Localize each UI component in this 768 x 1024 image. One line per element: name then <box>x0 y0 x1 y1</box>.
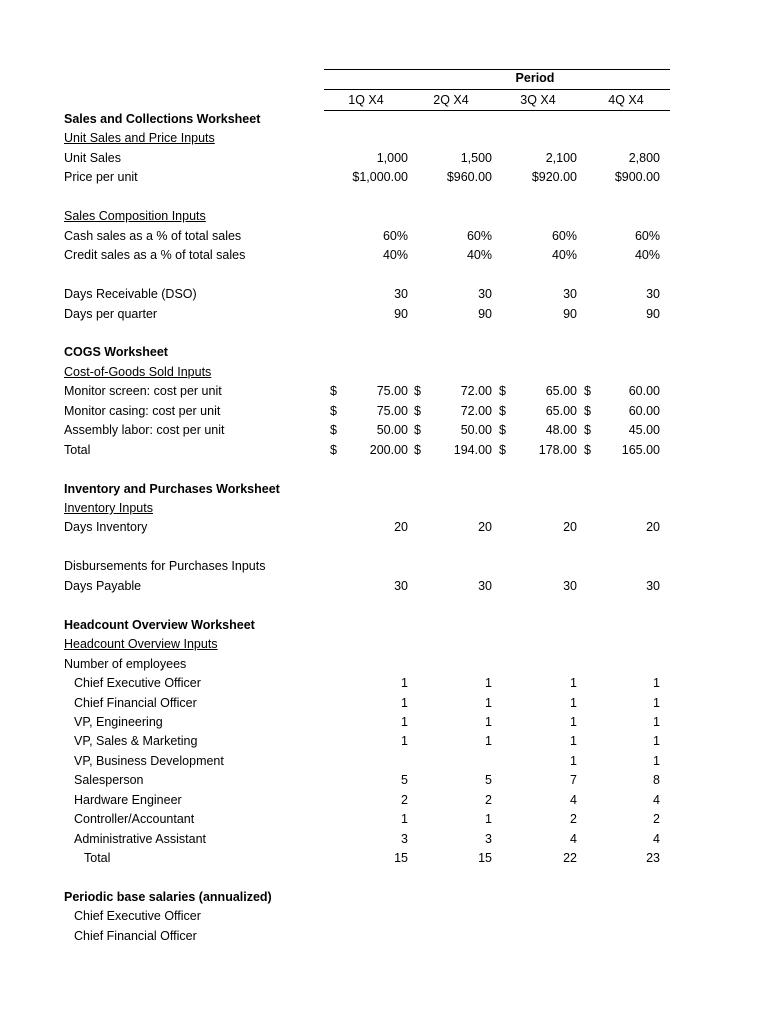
value-cell: 178.00 <box>538 442 577 457</box>
value-cell: $960.00 <box>446 170 492 185</box>
value-cell: 1 <box>570 714 577 729</box>
value-cell: 200.00 <box>369 442 408 457</box>
value-cell: 1 <box>570 676 577 691</box>
value-cell: 1,000 <box>376 150 408 165</box>
value-cell: 5 <box>485 773 492 788</box>
value-cell: 30 <box>394 287 408 302</box>
sheet-row <box>0 227 768 246</box>
value-cell: 50.00 <box>376 423 408 438</box>
value-cell: 15 <box>394 851 408 866</box>
value-cell: 40% <box>466 248 492 263</box>
row-label: Monitor casing: cost per unit <box>64 403 221 418</box>
value-cell: 194.00 <box>453 442 492 457</box>
sheet-row <box>0 246 768 265</box>
value-cell: 30 <box>394 578 408 593</box>
row-label: Total <box>84 851 111 866</box>
value-cell: 23 <box>646 851 660 866</box>
value-cell: 48.00 <box>545 423 577 438</box>
sheet-row <box>0 694 768 713</box>
row-label: Number of employees <box>64 656 187 671</box>
sheet-row <box>0 674 768 693</box>
currency-symbol: $ <box>414 423 421 438</box>
sheet-row <box>0 616 768 635</box>
value-cell: 1 <box>485 676 492 691</box>
value-cell: 90 <box>394 306 408 321</box>
value-cell: 2 <box>653 812 660 827</box>
row-label: Monitor screen: cost per unit <box>64 384 222 399</box>
sheet-row <box>0 402 768 421</box>
sheet-row <box>0 110 768 129</box>
quarter-header-1: 1Q X4 <box>348 93 384 107</box>
value-cell: 2 <box>570 812 577 827</box>
subsection-title: Cost-of-Goods Sold Inputs <box>64 364 212 379</box>
sheet-row <box>0 421 768 440</box>
value-cell: 2,800 <box>628 150 660 165</box>
value-cell: 15 <box>478 851 492 866</box>
sheet-row <box>0 888 768 907</box>
value-cell: $900.00 <box>614 170 660 185</box>
currency-symbol: $ <box>330 442 337 457</box>
value-cell: 90 <box>563 306 577 321</box>
period-header: Period <box>515 71 555 85</box>
row-label: Chief Executive Officer <box>74 676 201 691</box>
section-title: Periodic base salaries (annualized) <box>64 890 272 904</box>
currency-symbol: $ <box>330 384 337 399</box>
row-label: Controller/Accountant <box>74 812 195 827</box>
sheet-row <box>0 343 768 362</box>
value-cell: 4 <box>570 792 577 807</box>
row-label: VP, Engineering <box>74 714 163 729</box>
value-cell: 20 <box>563 520 577 535</box>
row-label: Assembly labor: cost per unit <box>64 423 225 438</box>
value-cell: 72.00 <box>460 403 492 418</box>
value-cell: 22 <box>563 851 577 866</box>
sheet-row <box>0 577 768 596</box>
value-cell: 72.00 <box>460 384 492 399</box>
value-cell: 60% <box>634 228 660 243</box>
value-cell: 90 <box>646 306 660 321</box>
currency-symbol: $ <box>584 442 591 457</box>
value-cell: 75.00 <box>376 384 408 399</box>
row-label: VP, Business Development <box>74 753 224 768</box>
value-cell: 1 <box>401 695 408 710</box>
currency-symbol: $ <box>584 384 591 399</box>
section-title: Inventory and Purchases Worksheet <box>64 481 280 496</box>
row-label: Unit Sales <box>64 150 121 165</box>
section-title: Sales and Collections Worksheet <box>64 112 261 126</box>
sheet-row <box>0 791 768 810</box>
value-cell: 30 <box>646 578 660 593</box>
value-cell: $920.00 <box>531 170 577 185</box>
blank-row <box>0 266 768 285</box>
sheet-row <box>0 129 768 148</box>
value-cell: 1 <box>653 695 660 710</box>
value-cell: 30 <box>478 287 492 302</box>
currency-symbol: $ <box>414 403 421 418</box>
row-label: Credit sales as a % of total sales <box>64 248 246 263</box>
blank-row <box>0 460 768 479</box>
sheet-row <box>0 927 768 946</box>
sheet-row <box>0 480 768 499</box>
value-cell: 30 <box>563 578 577 593</box>
sheet-row <box>0 499 768 518</box>
value-cell: 1 <box>401 714 408 729</box>
sheet-row <box>0 810 768 829</box>
sheet-row <box>0 518 768 537</box>
value-cell: 2 <box>401 792 408 807</box>
subsection-title: Headcount Overview Inputs <box>64 637 218 652</box>
quarter-header-4: 4Q X4 <box>608 93 644 107</box>
value-cell: 20 <box>394 520 408 535</box>
value-cell: 3 <box>401 831 408 846</box>
blank-row <box>0 188 768 207</box>
value-cell: 8 <box>653 773 660 788</box>
sheet-row <box>0 635 768 654</box>
currency-symbol: $ <box>499 442 506 457</box>
section-title: COGS Worksheet <box>64 345 168 360</box>
value-cell: 60.00 <box>628 403 660 418</box>
sheet-row <box>0 149 768 168</box>
sheet-row <box>0 207 768 226</box>
blank-row <box>0 324 768 343</box>
row-label: Chief Executive Officer <box>74 909 201 924</box>
currency-symbol: $ <box>414 442 421 457</box>
value-cell: 4 <box>653 831 660 846</box>
value-cell: 60% <box>551 228 577 243</box>
section-title: Headcount Overview Worksheet <box>64 617 255 632</box>
subsection-title: Unit Sales and Price Inputs <box>64 131 215 146</box>
row-label: Administrative Assistant <box>74 831 206 846</box>
sheet-row <box>0 305 768 324</box>
value-cell: 1 <box>570 753 577 768</box>
sheet-row <box>0 907 768 926</box>
value-cell: 1 <box>653 734 660 749</box>
value-cell: 30 <box>646 287 660 302</box>
value-cell: 2 <box>485 792 492 807</box>
currency-symbol: $ <box>584 423 591 438</box>
value-cell: 1,500 <box>460 150 492 165</box>
currency-symbol: $ <box>414 384 421 399</box>
value-cell: 1 <box>401 734 408 749</box>
row-label: Days Payable <box>64 578 142 593</box>
currency-symbol: $ <box>499 423 506 438</box>
subsection-title: Sales Composition Inputs <box>64 209 206 224</box>
value-cell: 1 <box>485 714 492 729</box>
row-label: Salesperson <box>74 773 144 788</box>
value-cell: 30 <box>563 287 577 302</box>
value-cell: 5 <box>401 773 408 788</box>
sheet-row <box>0 830 768 849</box>
value-cell: 1 <box>485 695 492 710</box>
currency-symbol: $ <box>584 403 591 418</box>
quarter-header-2: 2Q X4 <box>433 93 469 107</box>
currency-symbol: $ <box>499 403 506 418</box>
value-cell: 7 <box>570 773 577 788</box>
value-cell: 20 <box>646 520 660 535</box>
sheet-row <box>0 655 768 674</box>
value-cell: 1 <box>653 753 660 768</box>
value-cell: 1 <box>570 734 577 749</box>
row-label: Days Receivable (DSO) <box>64 287 197 302</box>
value-cell: 40% <box>634 248 660 263</box>
row-label: Chief Financial Officer <box>74 928 197 943</box>
value-cell: 1 <box>485 812 492 827</box>
row-label: Hardware Engineer <box>74 792 182 807</box>
blank-row <box>0 596 768 615</box>
value-cell: 4 <box>570 831 577 846</box>
value-cell: 60% <box>382 228 408 243</box>
row-label: VP, Sales & Marketing <box>74 734 198 749</box>
value-cell: 1 <box>401 812 408 827</box>
sheet-row <box>0 285 768 304</box>
header-top-rule <box>324 69 670 70</box>
sheet-row <box>0 732 768 751</box>
value-cell: 1 <box>401 676 408 691</box>
sheet-row <box>0 713 768 732</box>
value-cell: 2,100 <box>545 150 577 165</box>
row-label: Days per quarter <box>64 306 158 321</box>
row-label: Disbursements for Purchases Inputs <box>64 559 266 574</box>
row-label: Days Inventory <box>64 520 148 535</box>
sheet-row <box>0 363 768 382</box>
value-cell: 45.00 <box>628 423 660 438</box>
value-cell: 1 <box>570 695 577 710</box>
value-cell: 60% <box>466 228 492 243</box>
row-label: Price per unit <box>64 170 138 185</box>
sheet-row <box>0 382 768 401</box>
row-label: Cash sales as a % of total sales <box>64 228 242 243</box>
value-cell: 20 <box>478 520 492 535</box>
value-cell: 30 <box>478 578 492 593</box>
value-cell: 1 <box>485 734 492 749</box>
row-label: Chief Financial Officer <box>74 695 197 710</box>
subsection-title: Inventory Inputs <box>64 501 153 515</box>
sheet-row <box>0 752 768 771</box>
blank-row <box>0 869 768 888</box>
value-cell: 1 <box>653 714 660 729</box>
value-cell: 60.00 <box>628 384 660 399</box>
value-cell: 1 <box>653 676 660 691</box>
currency-symbol: $ <box>330 423 337 438</box>
sheet-row <box>0 441 768 460</box>
value-cell: 50.00 <box>460 423 492 438</box>
value-cell: 165.00 <box>621 442 660 457</box>
sheet-row <box>0 771 768 790</box>
value-cell: $1,000.00 <box>352 170 408 185</box>
value-cell: 90 <box>478 306 492 321</box>
sheet-row <box>0 557 768 576</box>
sheet-row <box>0 849 768 868</box>
row-label: Total <box>64 442 91 457</box>
value-cell: 40% <box>551 248 577 263</box>
value-cell: 75.00 <box>376 403 408 418</box>
quarter-header-3: 3Q X4 <box>520 93 556 107</box>
value-cell: 3 <box>485 831 492 846</box>
value-cell: 4 <box>653 792 660 807</box>
blank-row <box>0 538 768 557</box>
value-cell: 65.00 <box>545 384 577 399</box>
currency-symbol: $ <box>330 403 337 418</box>
value-cell: 40% <box>382 248 408 263</box>
sheet-row <box>0 168 768 187</box>
period-underline <box>324 89 670 90</box>
currency-symbol: $ <box>499 384 506 399</box>
value-cell: 65.00 <box>545 403 577 418</box>
